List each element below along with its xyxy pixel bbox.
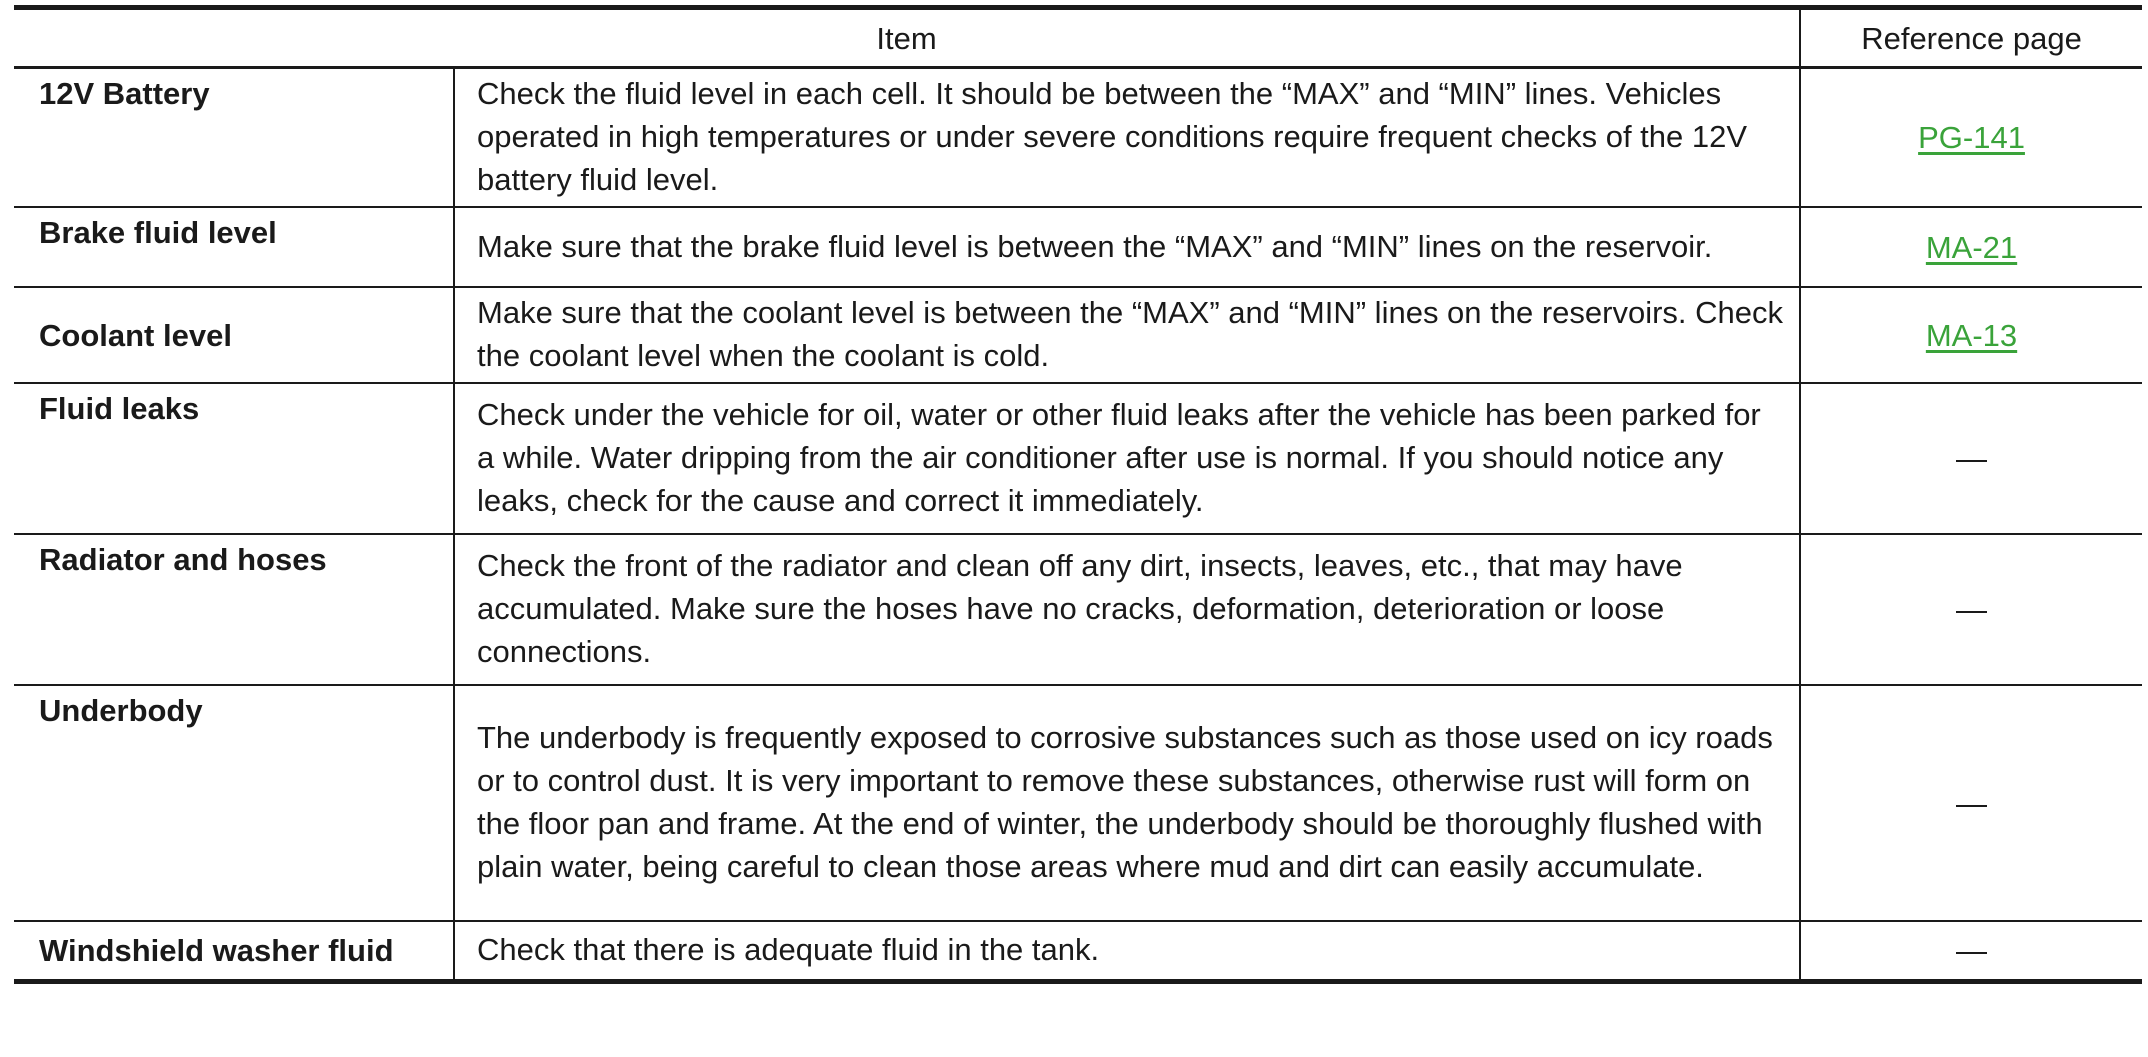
reference-link[interactable]: MA-21: [1925, 229, 2018, 265]
table-row: [14, 287, 2142, 383]
row-item-label: 12V Battery: [14, 68, 454, 208]
row-reference: [1800, 207, 2142, 287]
row-item-label: Brake fluid level: [14, 207, 454, 287]
table-header-row: [14, 8, 2142, 68]
row-item-label: Radiator and hoses: [14, 534, 454, 685]
table-row: [14, 685, 2142, 921]
row-item-label: Coolant level: [14, 287, 454, 383]
table-row: [14, 68, 2142, 208]
row-reference: [1800, 685, 2142, 921]
row-reference: [1800, 383, 2142, 534]
row-description: Make sure that the coolant level is between the “MAX” and “MIN” lines on the reservoirs. Check the coolant level when the coolant is cold.: [454, 287, 1800, 383]
row-reference: [1800, 287, 2142, 383]
reference-dash: —: [1956, 592, 1988, 627]
row-description: The underbody is frequently exposed to corrosive substances such as those used on icy roads or to control dust. It is very important to remove these substances, otherwise rust will form on the floor pan and frame. At the end of winter, the underbody should be thoroughly flushed with plain water, being careful to clean those areas where mud and dirt can easily accumulate.: [454, 685, 1800, 921]
row-description: Check that there is adequate fluid in the tank.: [454, 921, 1800, 981]
header-item: Item: [14, 8, 1800, 68]
row-item-label: Fluid leaks: [14, 383, 454, 534]
inspection-table: [14, 5, 2142, 984]
reference-dash: —: [1956, 932, 1988, 968]
row-item-label: Windshield washer fluid: [14, 921, 454, 981]
reference-link[interactable]: MA-13: [1925, 317, 2018, 353]
row-reference: [1800, 921, 2142, 981]
reference-dash: —: [1956, 785, 1988, 821]
header-reference-page: Reference page: [1800, 8, 2142, 68]
row-description: Check under the vehicle for oil, water or other fluid leaks after the vehicle has been parked for a while. Water dripping from the air conditioner after use is normal. If you should notice any leaks, check for the cause and correct it immediately.: [454, 383, 1800, 534]
row-description: Check the fluid level in each cell. It should be between the “MAX” and “MIN” lines. Vehicles operated in high temperatures or under severe conditions require frequent checks of the 12V battery fluid level.: [454, 68, 1800, 208]
row-description: Check the front of the radiator and clean off any dirt, insects, leaves, etc., that may have accumulated. Make sure the hoses have no cracks, deformation, deterioration or loose connections.: [454, 534, 1800, 685]
row-description: Make sure that the brake fluid level is between the “MAX” and “MIN” lines on the reservoir.: [454, 207, 1800, 287]
table-row: [14, 207, 2142, 287]
reference-dash: —: [1956, 441, 1988, 476]
reference-link[interactable]: PG-141: [1918, 120, 2025, 155]
table-row: [14, 383, 2142, 534]
table-row: [14, 534, 2142, 685]
inspection-table-sheet: [14, 5, 2142, 1049]
row-item-label: Underbody: [14, 685, 454, 921]
row-reference: [1800, 534, 2142, 685]
row-reference: [1800, 68, 2142, 208]
table-row: [14, 921, 2142, 981]
